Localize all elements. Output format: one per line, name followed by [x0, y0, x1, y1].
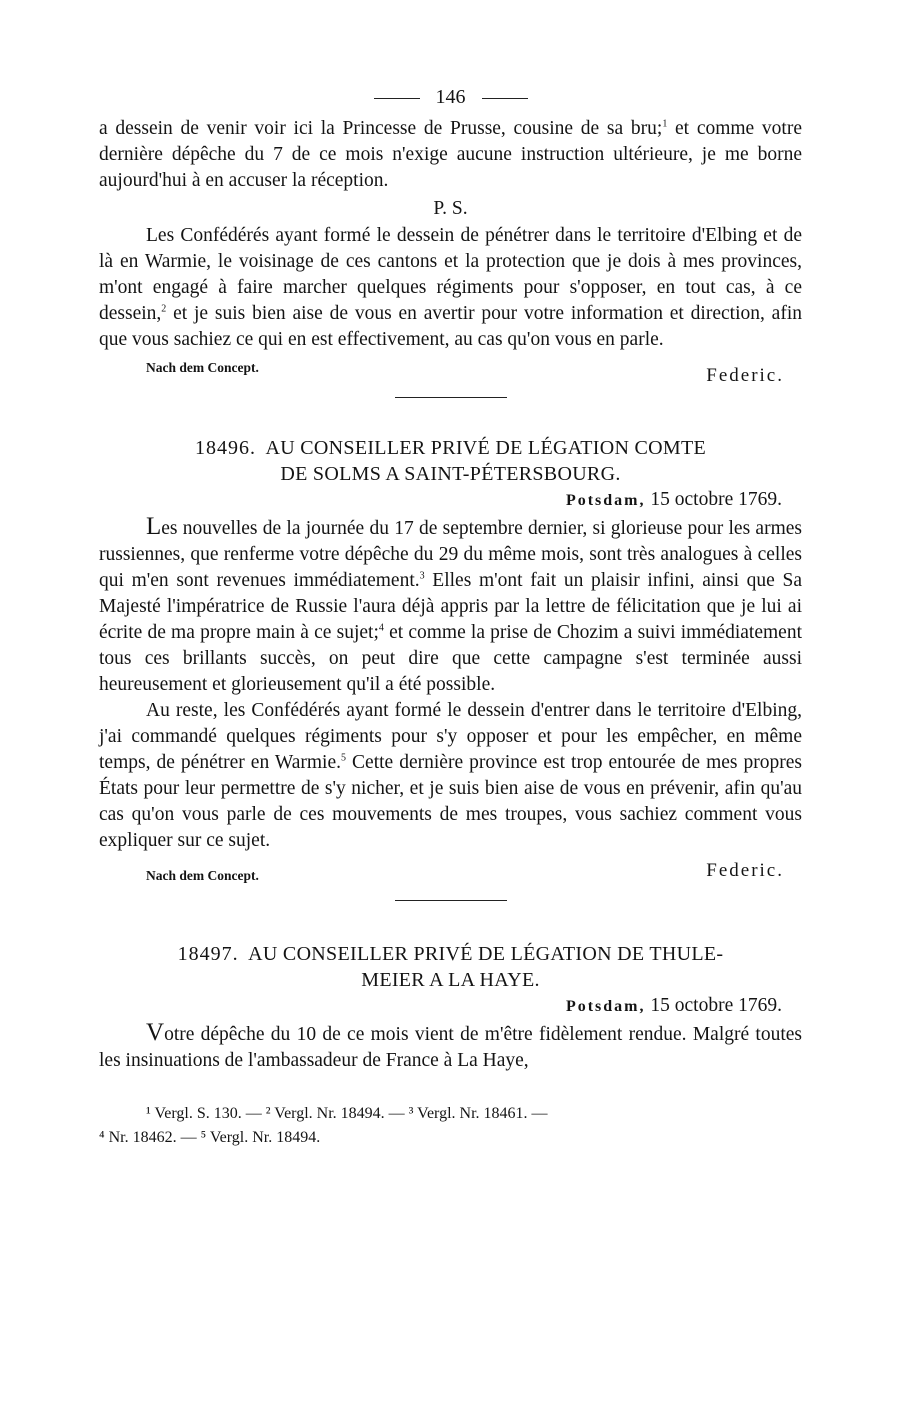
postscript-label: P. S. [433, 198, 468, 219]
letter-heading-line1 [99, 435, 802, 461]
postscript-source: Nach dem Concept. [146, 360, 259, 375]
letter-paragraph: Votre dépêche du 10 de ce mois vient de m'être fidèlement rendue. Malgré toutes les insinuations de l'ambassadeur de France à La Haye, [99, 1019, 802, 1071]
postscript-signature: Federic. [706, 365, 784, 386]
section-divider [395, 900, 507, 901]
letter-number: 18497. [177, 943, 239, 965]
dateline-place: Potsdam, [565, 492, 646, 509]
footnote-line: ¹ Vergl. S. 130. — ² Vergl. Nr. 18494. — ³ Vergl. Nr. 18461. — [146, 1105, 548, 1122]
page-header [99, 84, 802, 116]
opening-paragraph: a dessein de venir voir ici la Princesse de Prusse, cousine de sa bru;$^1$ et comme votre dernière dépêche du 7 de ce mois n'exige aucune instruction ultérieure, je me borne aujourd'hui à en accuser la réception. [99, 118, 802, 191]
dateline-place: Potsdam, [565, 998, 646, 1015]
dateline-date: 15 octobre 1769. [650, 489, 782, 510]
letter-source: Nach dem Concept. [146, 868, 259, 883]
letter-title-cont: MEIER A LA HAYE. [361, 969, 540, 991]
letter-signature: Federic. [706, 860, 784, 881]
footnote-ref-1: 1 [662, 118, 668, 130]
letter-heading [99, 435, 802, 487]
letter-heading [99, 941, 802, 993]
document-page [99, 84, 802, 1150]
letter-title: AU CONSEILLER PRIVÉ DE LÉGATION DE THULE- [248, 943, 724, 965]
initial-letter: V [146, 1019, 165, 1046]
initial-letter: L [146, 513, 162, 540]
letter-number: 18496. [194, 437, 256, 459]
footnote-ref-4: 4 [378, 622, 384, 634]
letter-dateline [99, 487, 802, 514]
footnote-line: ⁴ Nr. 18462. — ⁵ Vergl. Nr. 18494. [99, 1129, 321, 1146]
header-dash-right [482, 98, 528, 99]
letter-dateline [99, 993, 802, 1020]
section-divider [395, 397, 507, 398]
footnote-ref-3: 3 [419, 570, 425, 582]
page-number: 146 [435, 86, 466, 108]
footnote-ref-5: 5 [341, 752, 347, 764]
letter-title-cont: DE SOLMS A SAINT-PÉTERSBOURG. [280, 463, 621, 485]
letter-closing [99, 858, 802, 884]
footnotes [99, 1102, 802, 1150]
letter-title: AU CONSEILLER PRIVÉ DE LÉGATION COMTE [265, 437, 706, 459]
letter-heading-line1 [99, 941, 802, 967]
header-dash-left [374, 98, 420, 99]
letter-paragraph: Les nouvelles de la journée du 17 de septembre dernier, si glorieuse pour les armes russiennes, que renferme votre dépêche du 29 du même mois, sont très analogues à celles qui m'en sont revenues immédiatement.$^3$ Elles m'ont fait un plaisir infini, ainsi que Sa Majesté l'impératrice de Russie l'aura déjà appris par la lettre de félicitation que je lui ai écrite de ma propre main à ce sujet;$^4$ et comme la prise de Chozim a suivi immédiatement tous ces brillants succès, on peut dire que cette campagne s'est terminée aussi heureusement et glorieusement qu'il a été possible. [99, 513, 802, 695]
footnote-ref-2: 2 [161, 303, 167, 315]
postscript-paragraph: Les Confédérés ayant formé le dessein de pénétrer dans le territoire d'Elbing et de là en Warmie, le voisinage de ces cantons et la protection que je dois à mes provinces, m'ont engagé à faire marcher quelques régiments pour s'opposer, en tout cas, à ce dessein,$^2$ et je suis bien aise de vous en avertir pour votre information et direction, afin que vous sachiez ce qui en est effectivement, au cas qu'on vous en parle. Federic. [99, 223, 802, 353]
dateline-date: 15 octobre 1769. [650, 995, 782, 1016]
letter-paragraph: Au reste, les Confédérés ayant formé le dessein d'entrer dans le territoire d'Elbing, j'ai commandé quelques régiments pour s'y opposer et pour les empêcher, en même temps, de pénétrer en Warmie.$^5$ Cette dernière province est trop entourée de mes propres États pour leur permettre de s'y nicher, et je suis bien aise de vous en prévenir, afin qu'au cas qu'on vous parle de ces mouvements de mes troupes, vous sachiez comment vous expliquer sur ce sujet. [99, 700, 803, 851]
